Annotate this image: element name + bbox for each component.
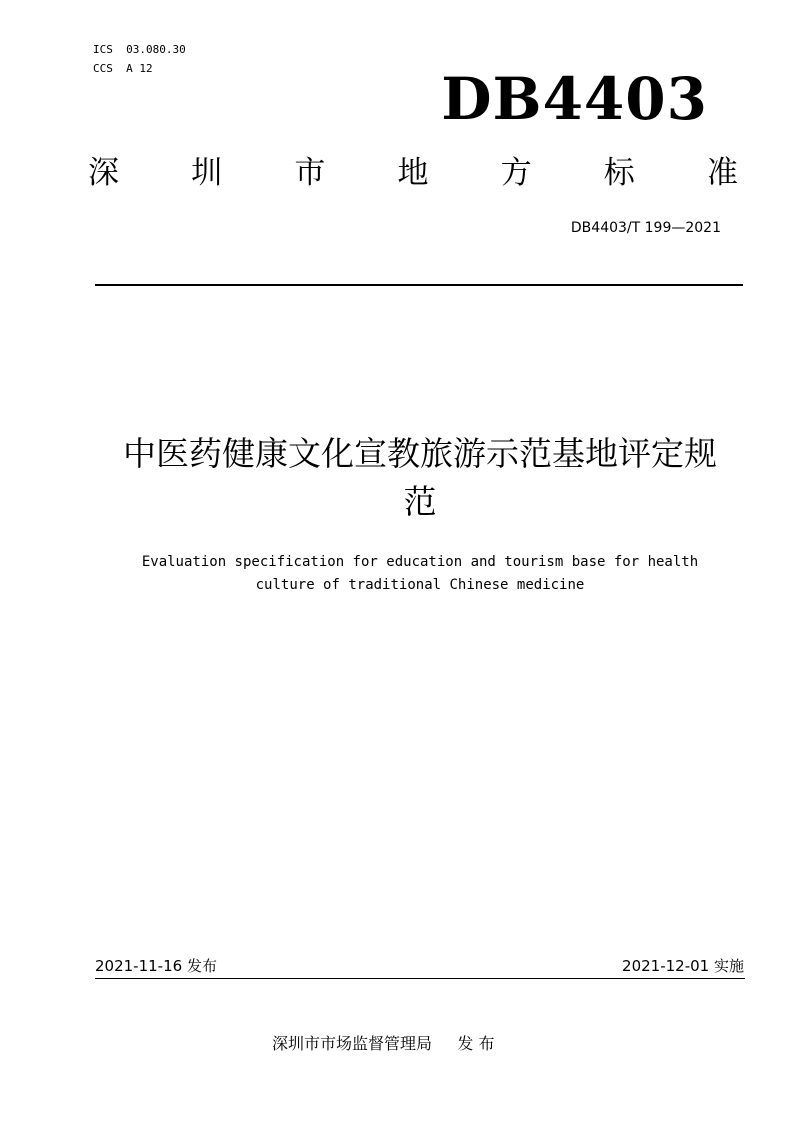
english-title-line: Evaluation specification for education and tourism base for health	[141, 554, 699, 570]
ccs-code: CCS A 12	[93, 62, 153, 75]
english-title	[90, 551, 750, 597]
chinese-title	[100, 430, 740, 526]
standard-type-char: 市	[294, 155, 326, 191]
standard-code: DB4403	[441, 65, 708, 133]
ics-code: ICS 03.080.30	[93, 43, 186, 56]
standard-type-char: 方	[500, 155, 532, 191]
issue-date: 2021-11-16 发布	[95, 957, 217, 975]
chinese-title-line: 范	[403, 482, 437, 521]
classification-codes	[93, 40, 186, 78]
implementation-date: 2021-12-01 实施	[622, 957, 744, 975]
chinese-title-line: 中医药健康文化宣教旅游示范基地评定规	[123, 434, 717, 473]
standard-number: DB4403/T 199—2021	[570, 220, 721, 236]
standard-type-char: 深	[88, 155, 119, 191]
standard-type-char: 标	[603, 155, 635, 191]
publisher: 深圳市市场监督管理局 发 布	[272, 1034, 495, 1053]
standard-type-char: 地	[397, 155, 429, 191]
standard-type-char: 圳	[191, 155, 223, 191]
footer-divider	[95, 978, 745, 979]
english-title-line: culture of traditional Chinese medicine	[255, 577, 585, 593]
standard-type-char: 准	[706, 155, 738, 191]
header-divider	[95, 284, 743, 286]
standard-type	[88, 150, 738, 196]
